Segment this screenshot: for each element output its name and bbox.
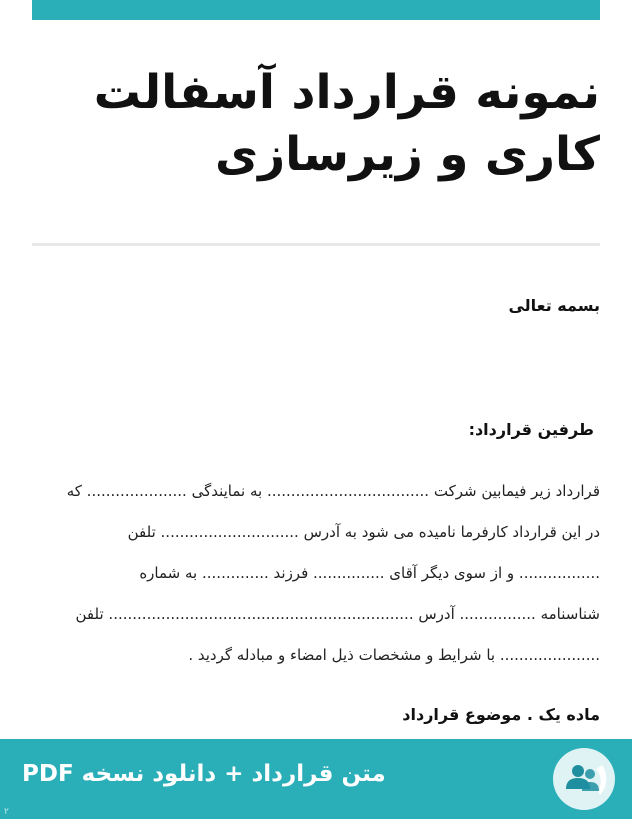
people-bubble-icon bbox=[552, 747, 616, 811]
bismillah-heading: بسمه تعالی bbox=[508, 296, 600, 315]
download-pdf-link[interactable]: متن قرارداد + دانلود نسخه PDF bbox=[22, 761, 386, 787]
page-title: نمونه قرارداد آسفالت کاری و زیرسازی bbox=[93, 65, 600, 182]
paragraph-line: در این قرارداد کارفرما نامیده می شود به آدرس ............................. تلفن bbox=[127, 523, 600, 541]
title-divider bbox=[32, 243, 600, 246]
paragraph-line: قرارداد زیر فیمابین شرکت .................................. به نمایندگی ..................... که bbox=[66, 482, 600, 500]
paragraph-line: ................. و از سوی دیگر آقای ............... فرزند .............. به شماره bbox=[139, 564, 600, 582]
paragraph-line: ..................... با شرایط و مشخصات ذیل امضاء و مبادله گردید . bbox=[188, 646, 600, 664]
paragraph-line: شناسنامه ................ آدرس ................................................................ تلفن bbox=[75, 605, 600, 623]
parties-paragraph bbox=[30, 472, 600, 677]
parties-heading: طرفین قرارداد: bbox=[468, 420, 594, 439]
download-footer-banner[interactable] bbox=[0, 739, 632, 819]
article-one-heading: ماده یک . موضوع قرارداد bbox=[402, 705, 600, 724]
corner-mark: ۲ bbox=[4, 807, 9, 817]
top-accent-bar bbox=[32, 0, 600, 20]
